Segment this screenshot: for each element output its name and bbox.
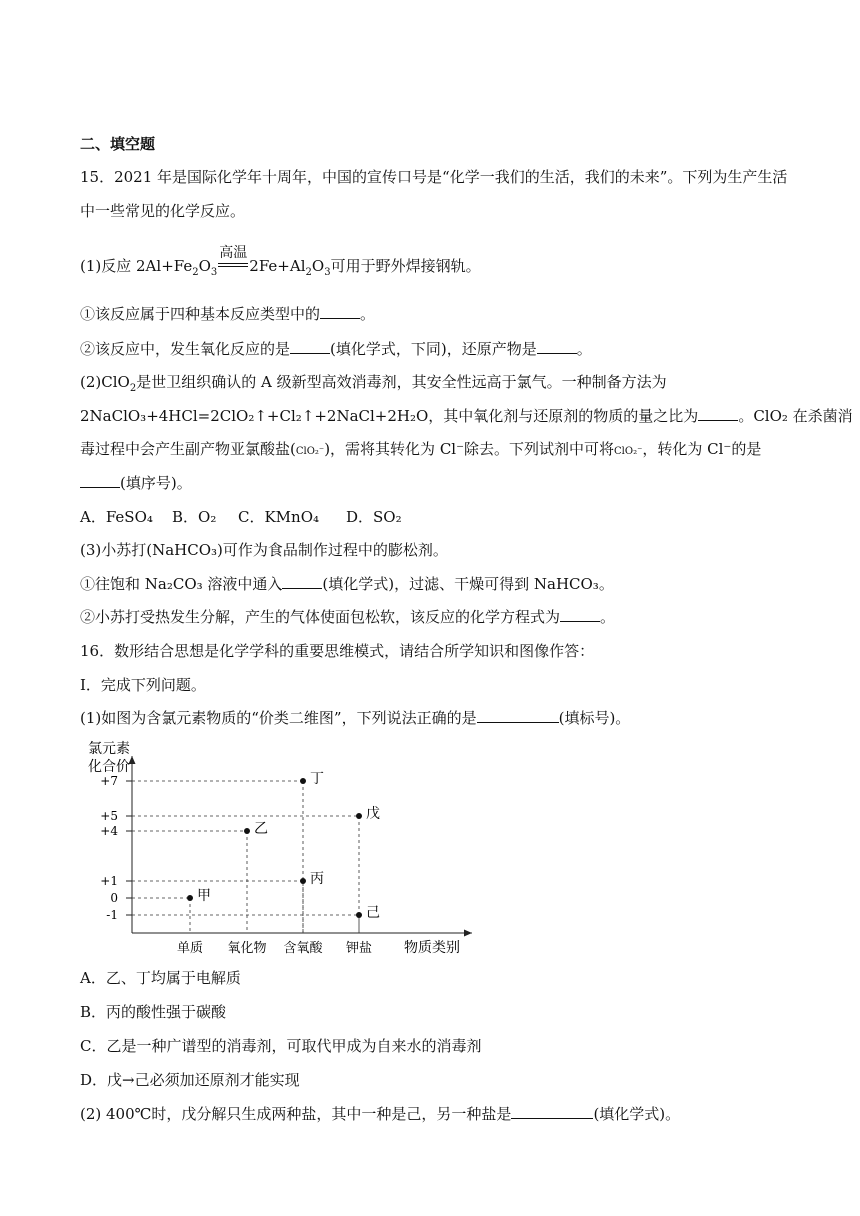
- y-tick-label: +4: [100, 824, 118, 838]
- chart-x-ticks: [177, 940, 372, 956]
- q15-stem-line1: 15．2021 年是国际化学年十周年，中国的宣传口号是“化学一我们的生活，我们的未来”。下列为生产生活: [80, 168, 788, 186]
- data-point: [356, 912, 362, 918]
- chart-ylabel-line2: 化合价: [88, 759, 130, 775]
- q15-part2-line2: 2NaClO₃+4HCl=2ClO₂↑+Cl₂↑+2NaCl+2H₂O，其中氧化剂与还原剂的物质的量之比为 。ClO₂ 在杀菌消: [80, 407, 853, 425]
- option-a[interactable]: A．FeSO₄: [80, 508, 153, 526]
- answer-blank[interactable]: [477, 709, 559, 723]
- x-tick-label: 单质: [176, 941, 204, 956]
- q16-part2-question: (2) 400℃时，戊分解只生成两种盐，其中一种是己，另一种盐是 (填化学式)。: [80, 1105, 681, 1123]
- chart-xlabel: 物质类别: [404, 940, 460, 956]
- data-point: [187, 895, 193, 901]
- y-tick-label: +5: [100, 809, 118, 823]
- answer-blank[interactable]: [698, 407, 738, 421]
- option-b[interactable]: B．O₂: [172, 508, 217, 526]
- chart-guide-lines: [132, 781, 359, 933]
- answer-blank[interactable]: [320, 305, 360, 319]
- y-tick-label: 0: [110, 891, 118, 905]
- point-label: 甲: [197, 888, 211, 904]
- q15-part1-q1: ①该反应属于四种基本反应类型中的 。: [80, 305, 376, 323]
- q15-stem-line2: 中一些常见的化学反应。: [80, 202, 246, 220]
- answer-blank[interactable]: [537, 340, 577, 354]
- answer-blank[interactable]: [290, 340, 330, 354]
- point-label: 丁: [310, 771, 324, 787]
- answer-blank[interactable]: [560, 608, 600, 622]
- q16-choice-a[interactable]: A．乙、丁均属于电解质: [80, 969, 241, 987]
- q15-part3-q2: ②小苏打受热发生分解，产生的气体使面包松软，该反应的化学方程式为 。: [80, 608, 616, 626]
- q15-part2-line3: 毒过程中会产生副产物亚氯酸盐(ClO₂⁻)，需将其转化为 Cl⁻除去。下列试剂中可将ClO₂⁻，转化为 Cl⁻的是: [80, 440, 762, 458]
- point-label: 丙: [310, 871, 324, 887]
- q15-part2-line1: (2)ClO$_2$是世卫组织确认的 A 级新型高效消毒剂，其安全性远高于氯气。一种制备方法为: [80, 373, 667, 394]
- valence-class-chart: [84, 738, 484, 960]
- q16-stem: 16．数形结合思想是化学学科的重要思维模式，请结合所学知识和图像作答：: [80, 642, 595, 660]
- answer-blank[interactable]: [511, 1105, 593, 1119]
- q16-part1-question: (1)如图为含氯元素物质的“价类二维图”，下列说法正确的是 (填标号)。: [80, 709, 631, 727]
- x-tick-label: 钾盐: [345, 941, 373, 956]
- reaction-condition: 高温: [218, 263, 248, 271]
- data-point: [300, 878, 306, 884]
- q16-choice-b[interactable]: B．丙的酸性强于碳酸: [80, 1003, 227, 1021]
- q16-part1-heading: I．完成下列问题。: [80, 676, 206, 694]
- data-point: [244, 828, 250, 834]
- point-label: 乙: [254, 821, 268, 837]
- y-tick-label: +1: [100, 874, 118, 888]
- q15-part1-q2: ②该反应中，发生氧化反应的是 (填化学式，下同)，还原产物是 。: [80, 340, 592, 358]
- data-point: [300, 778, 306, 784]
- x-tick-label: 含氧酸: [283, 941, 323, 956]
- y-tick-label: -1: [106, 908, 118, 922]
- q15-part1-reaction: (1)反应 $2Al+Fe_2O_3$ 高温 $2Fe+Al_2O_3$可用于野外焊接钢轨。: [80, 245, 481, 278]
- x-tick-label: 氧化物: [227, 941, 267, 956]
- q16-choice-d[interactable]: D．戊→己必须加还原剂才能实现: [80, 1071, 300, 1089]
- q16-choice-c[interactable]: C．乙是一种广谱型的消毒剂，可取代甲成为自来水的消毒剂: [80, 1037, 482, 1055]
- option-d[interactable]: D．SO₂: [346, 508, 402, 526]
- chart-points: [187, 771, 380, 921]
- chart-axes: [129, 756, 473, 937]
- option-c[interactable]: C．KMnO₄: [238, 508, 320, 526]
- answer-blank[interactable]: [282, 575, 322, 589]
- y-tick-label: +7: [100, 774, 118, 788]
- q15-options: [80, 508, 402, 526]
- point-label: 戊: [366, 806, 380, 822]
- q15-part3-line1: (3)小苏打(NaHCO₃)可作为食品制作过程中的膨松剂。: [80, 541, 448, 559]
- q15-part3-q1: ①往饱和 Na₂CO₃ 溶液中通入 (填化学式)，过滤、干燥可得到 NaHCO₃。: [80, 575, 614, 593]
- q15-part2-line4: (填序号)。: [80, 474, 192, 492]
- data-point: [356, 813, 362, 819]
- x-axis-arrow: [464, 930, 472, 937]
- chart-y-ticks: [100, 774, 132, 922]
- point-label: 己: [366, 905, 380, 921]
- section-title: 二、填空题: [80, 135, 156, 153]
- chart-ylabel-line1: 氯元素: [88, 741, 130, 757]
- answer-blank[interactable]: [80, 474, 120, 488]
